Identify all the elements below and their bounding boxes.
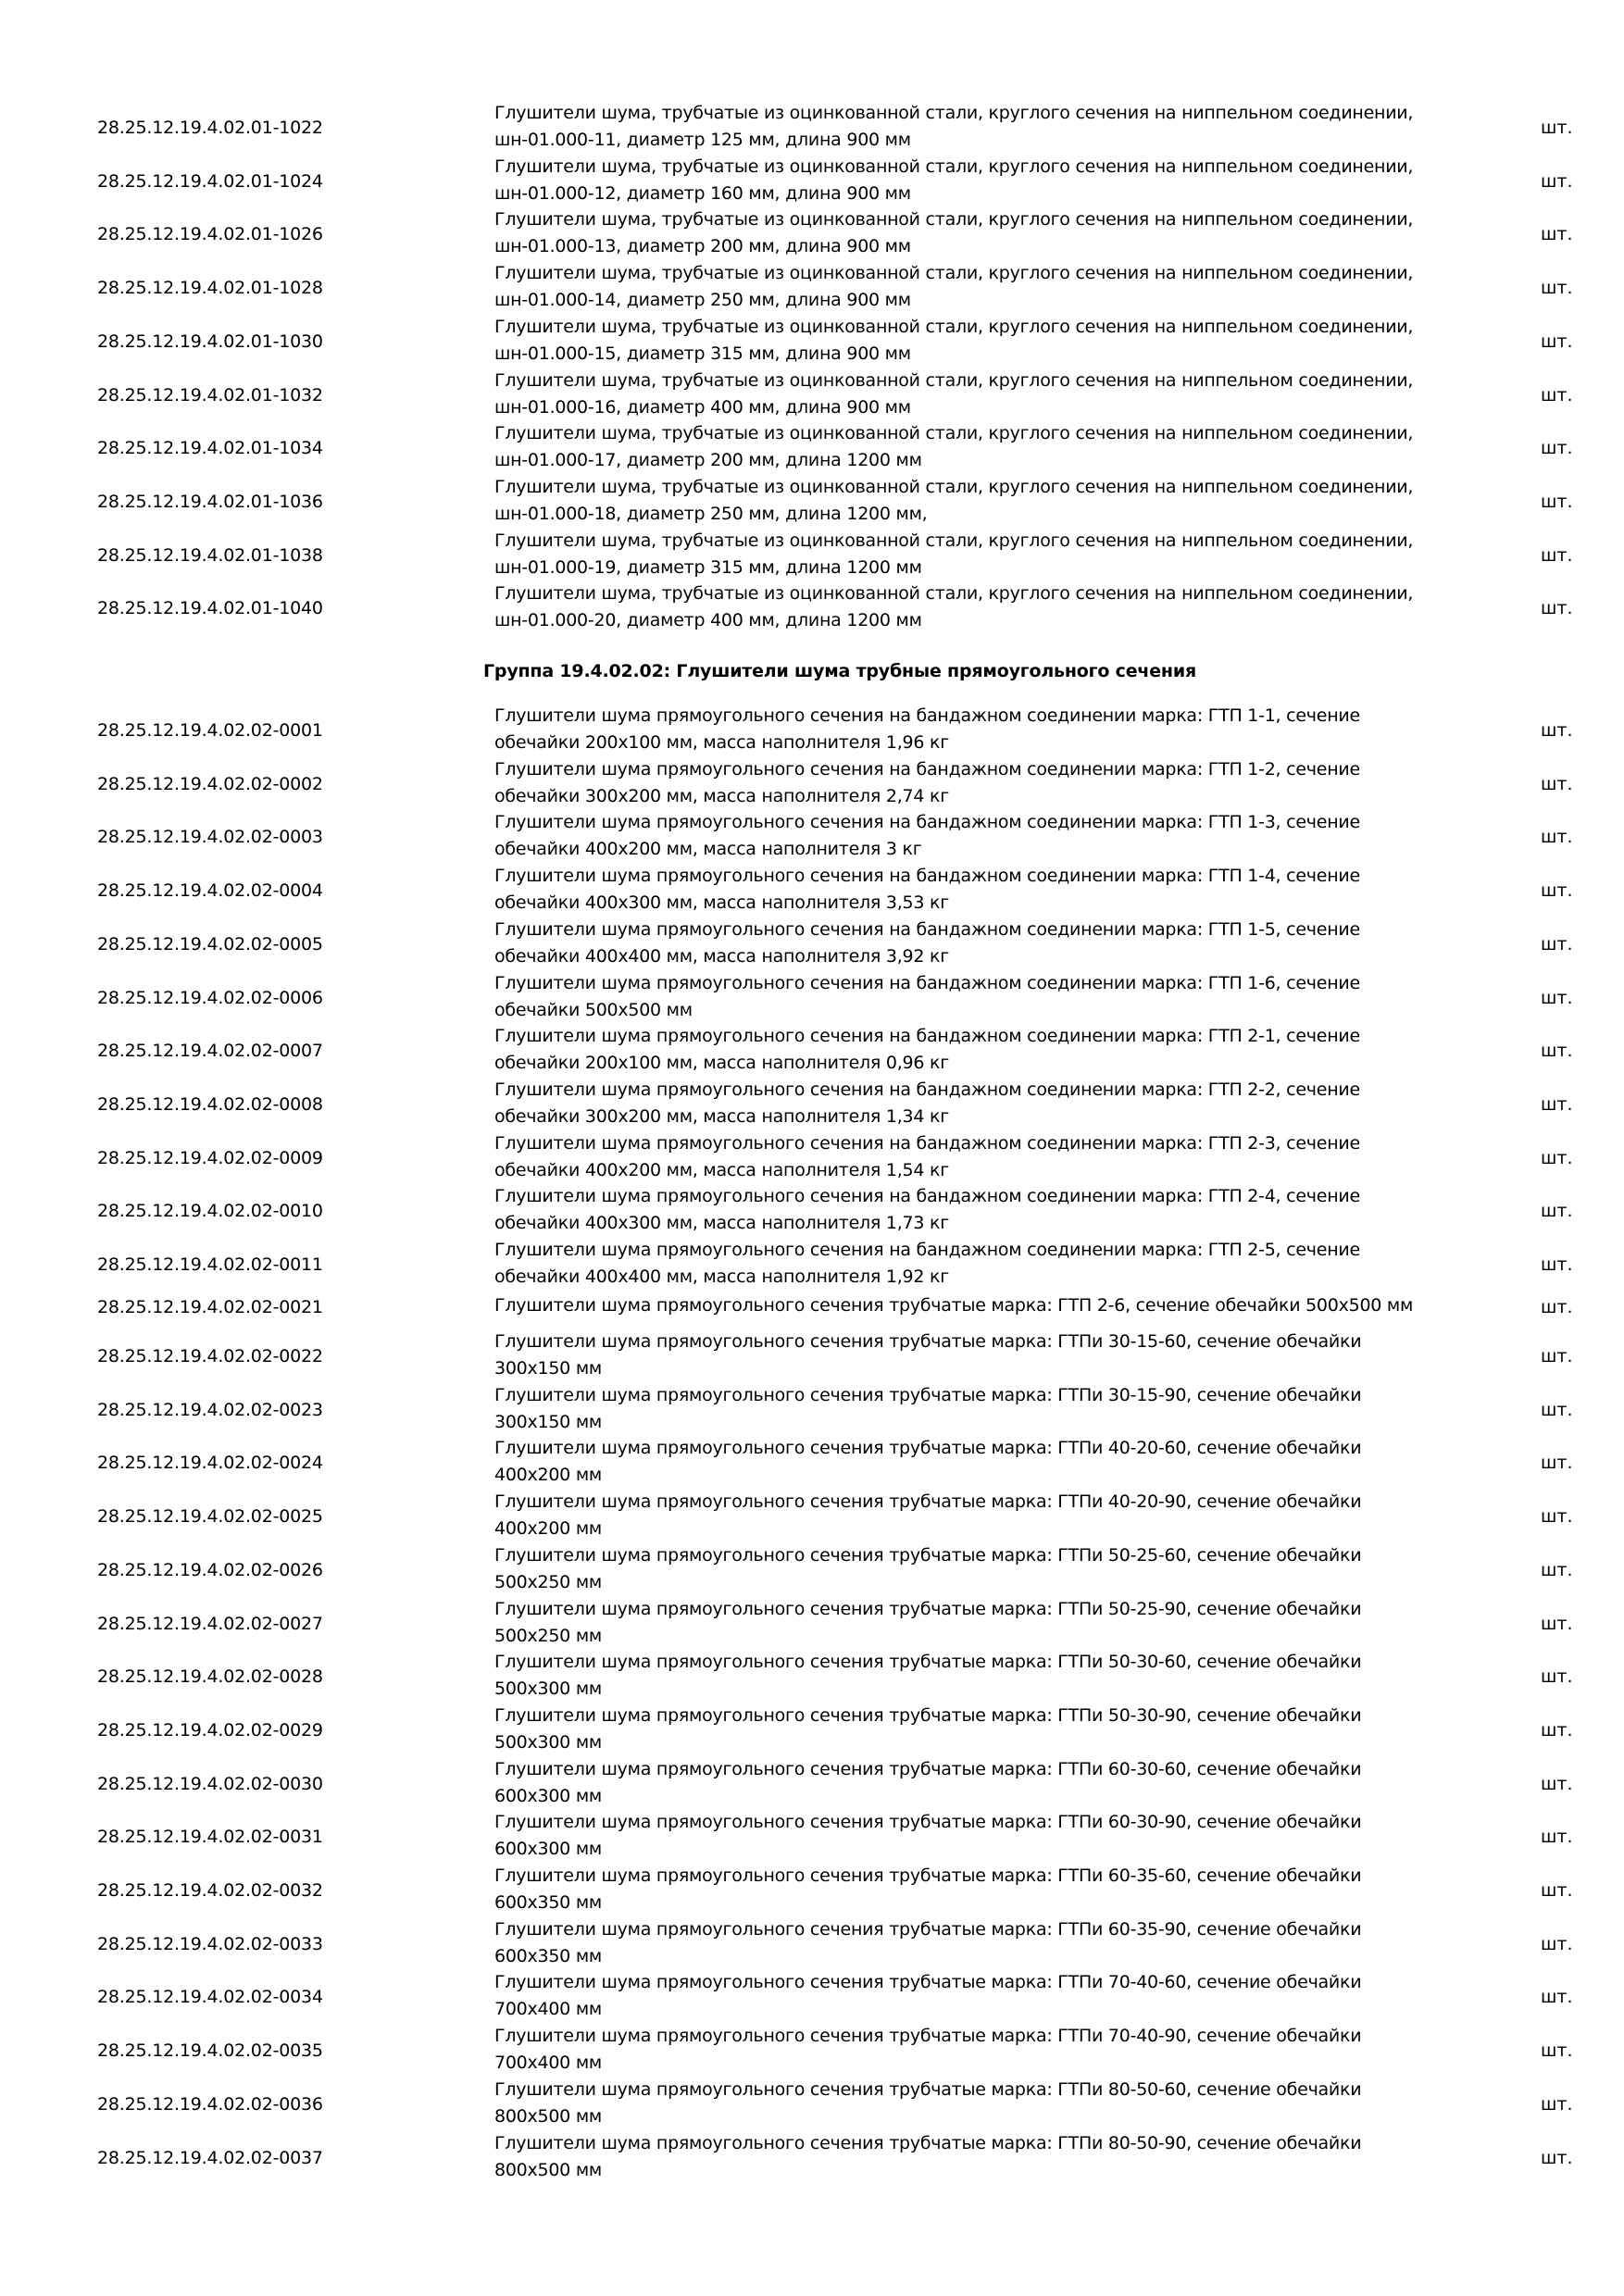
description-line-1: Глушители шума прямоугольного сечения трубчатые марка: ГТПи 30-15-90, сечение обечайки <box>494 1385 1362 1405</box>
item-unit: шт. <box>1541 1506 1573 1527</box>
item-code: 28.25.12.19.4.02.02-0011 <box>97 1254 323 1275</box>
item-unit: шт. <box>1541 1346 1573 1366</box>
description-line-1: Глушители шума прямоугольного сечения трубчатые марка: ГТПи 80-50-90, сечение обечайки <box>494 2133 1362 2153</box>
item-code: 28.25.12.19.4.02.02-0004 <box>97 880 323 901</box>
item-code: 28.25.12.19.4.02.01-1038 <box>97 545 323 566</box>
item-description <box>494 1329 1448 1382</box>
item-description <box>494 1863 1448 1916</box>
item-code: 28.25.12.19.4.02.02-0006 <box>97 988 323 1008</box>
item-unit: шт. <box>1541 278 1573 298</box>
description-line-2: 400x200 мм <box>494 1518 602 1539</box>
description-line-2: шн-01.000-20, диаметр 400 мм, длина 1200 мм <box>494 610 922 630</box>
description-line-2: обечайки 300x200 мм, масса наполнителя 1,34 кг <box>494 1106 949 1127</box>
item-unit: шт. <box>1541 1614 1573 1634</box>
description-line-2: шн-01.000-16, диаметр 400 мм, длина 900 мм <box>494 397 911 418</box>
description-line-1: Глушители шума, трубчатые из оцинкованной стали, круглого сечения на ниппельном соединении, <box>494 209 1414 230</box>
item-code: 28.25.12.19.4.02.02-0036 <box>97 2094 323 2115</box>
description-line-2: шн-01.000-18, диаметр 250 мм, длина 1200 мм, <box>494 504 928 524</box>
item-description <box>494 1756 1448 1810</box>
item-description <box>494 474 1448 528</box>
item-code: 28.25.12.19.4.02.02-0034 <box>97 1987 323 2007</box>
item-code: 28.25.12.19.4.02.02-0031 <box>97 1827 323 1847</box>
description-line-2: шн-01.000-15, диаметр 315 мм, длина 900 мм <box>494 343 911 364</box>
description-line-2: 300x150 мм <box>494 1412 602 1432</box>
item-unit: шт. <box>1541 1297 1573 1317</box>
item-code: 28.25.12.19.4.02.02-0009 <box>97 1148 323 1168</box>
item-description <box>494 100 1448 154</box>
description-line-1: Глушители шума, трубчатые из оцинкованной стали, круглого сечения на ниппельном соединении, <box>494 477 1414 497</box>
description-line-2: 600x350 мм <box>494 1946 602 1966</box>
description-line-2: обечайки 400x300 мм, масса наполнителя 1,73 кг <box>494 1213 949 1233</box>
item-unit: шт. <box>1541 1987 1573 2007</box>
item-code: 28.25.12.19.4.02.02-0024 <box>97 1453 323 1473</box>
description-line-1: Глушители шума прямоугольного сечения трубчатые марка: ГТПи 60-30-60, сечение обечайки <box>494 1759 1362 1779</box>
item-code: 28.25.12.19.4.02.02-0033 <box>97 1934 323 1954</box>
item-description <box>494 1596 1448 1650</box>
item-code: 28.25.12.19.4.02.02-0028 <box>97 1666 323 1687</box>
item-unit: шт. <box>1541 1094 1573 1115</box>
item-unit: шт. <box>1541 1774 1573 1794</box>
description-line-1: Глушители шума прямоугольного сечения на бандажном соединении марка: ГТП 2-2, сечение <box>494 1079 1360 1100</box>
item-code: 28.25.12.19.4.02.02-0001 <box>97 720 323 741</box>
description-line-1: Глушители шума прямоугольного сечения на бандажном соединении марка: ГТП 1-3, сечение <box>494 812 1360 832</box>
item-unit: шт. <box>1541 934 1573 955</box>
item-description <box>494 1703 1448 1756</box>
item-description <box>494 1809 1448 1863</box>
item-unit: шт. <box>1541 1666 1573 1687</box>
item-unit: шт. <box>1541 438 1573 458</box>
description-line-1: Глушители шума, трубчатые из оцинкованной стали, круглого сечения на ниппельном соединении, <box>494 530 1414 551</box>
description-line-1: Глушители шума, трубчатые из оцинкованной стали, круглого сечения на ниппельном соединении, <box>494 583 1414 604</box>
description-line-1: Глушители шума прямоугольного сечения на бандажном соединении марка: ГТП 1-5, сечение <box>494 919 1360 940</box>
item-unit: шт. <box>1541 2148 1573 2168</box>
item-description <box>494 1130 1448 1184</box>
description-line-2: обечайки 500x500 мм <box>494 1000 693 1020</box>
description-line-2: 500x250 мм <box>494 1626 602 1646</box>
description-line-1: Глушители шума прямоугольного сечения трубчатые марка: ГТПи 50-25-60, сечение обечайки <box>494 1545 1362 1566</box>
description-line-1: Глушители шума прямоугольного сечения трубчатые марка: ГТПи 80-50-60, сечение обечайки <box>494 2079 1362 2100</box>
item-code: 28.25.12.19.4.02.02-0037 <box>97 2148 323 2168</box>
item-code: 28.25.12.19.4.02.01-1028 <box>97 278 323 298</box>
description-line-2: шн-01.000-14, диаметр 250 мм, длина 900 мм <box>494 290 911 310</box>
item-description <box>494 580 1448 634</box>
description-line-2: шн-01.000-17, диаметр 200 мм, длина 1200 мм <box>494 450 922 470</box>
description-line-1: Глушители шума, трубчатые из оцинкованной стали, круглого сечения на ниппельном соединении, <box>494 156 1414 177</box>
item-description <box>494 1649 1448 1703</box>
item-description <box>494 1292 1448 1319</box>
item-unit: шт. <box>1541 1201 1573 1221</box>
item-description <box>494 1969 1448 2023</box>
item-unit: шт. <box>1541 827 1573 847</box>
item-description <box>494 970 1448 1024</box>
item-unit: шт. <box>1541 1041 1573 1061</box>
item-code: 28.25.12.19.4.02.02-0003 <box>97 827 323 847</box>
description-line-2: 600x350 мм <box>494 1892 602 1913</box>
item-code: 28.25.12.19.4.02.01-1032 <box>97 385 323 406</box>
description-line-1: Глушители шума прямоугольного сечения трубчатые марка: ГТПи 30-15-60, сечение обечайки <box>494 1331 1362 1352</box>
description-line-1: Глушители шума прямоугольного сечения на бандажном соединении марка: ГТП 2-5, сечение <box>494 1240 1360 1260</box>
description-line-1: Глушители шума прямоугольного сечения трубчатые марка: ГТПи 40-20-60, сечение обечайки <box>494 1438 1362 1458</box>
item-unit: шт. <box>1541 1827 1573 1847</box>
item-description <box>494 703 1448 756</box>
item-description <box>494 809 1448 863</box>
item-code: 28.25.12.19.4.02.01-1040 <box>97 598 323 618</box>
item-unit: шт. <box>1541 598 1573 618</box>
description-line-1: Глушители шума, трубчатые из оцинкованной стали, круглого сечения на ниппельном соединении, <box>494 370 1414 391</box>
item-unit: шт. <box>1541 1400 1573 1420</box>
description-line-2: шн-01.000-19, диаметр 315 мм, длина 1200 мм <box>494 557 922 578</box>
description-line-2: 800x500 мм <box>494 2106 602 2127</box>
description-line-1: Глушители шума прямоугольного сечения на бандажном соединении марка: ГТП 2-4, сечение <box>494 1186 1360 1206</box>
description-line-2: обечайки 400x200 мм, масса наполнителя 3 кг <box>494 839 922 859</box>
description-line-1: Глушители шума прямоугольного сечения на бандажном соединении марка: ГТП 1-2, сечение <box>494 759 1360 780</box>
description-line-1: Глушители шума, трубчатые из оцинкованной стали, круглого сечения на ниппельном соединении, <box>494 317 1414 337</box>
description-line-1: Глушители шума прямоугольного сечения на бандажном соединении марка: ГТП 1-4, сечение <box>494 866 1360 886</box>
description-line-1: Глушители шума прямоугольного сечения трубчатые марка: ГТПи 50-25-90, сечение обечайки <box>494 1599 1362 1619</box>
item-unit: шт. <box>1541 171 1573 192</box>
description-line-1: Глушители шума прямоугольного сечения на бандажном соединении марка: ГТП 2-1, сечение <box>494 1026 1360 1046</box>
item-code: 28.25.12.19.4.02.02-0026 <box>97 1560 323 1580</box>
item-description <box>494 756 1448 810</box>
item-code: 28.25.12.19.4.02.02-0035 <box>97 2040 323 2061</box>
item-code: 28.25.12.19.4.02.02-0029 <box>97 1720 323 1741</box>
description-line-2: обечайки 400x400 мм, масса наполнителя 3,92 кг <box>494 946 949 967</box>
item-description <box>494 1382 1448 1436</box>
item-code: 28.25.12.19.4.02.01-1024 <box>97 171 323 192</box>
item-unit: шт. <box>1541 1720 1573 1741</box>
item-unit: шт. <box>1541 2040 1573 2061</box>
description-line-2: 700x400 мм <box>494 1999 602 2019</box>
item-unit: шт. <box>1541 774 1573 794</box>
item-description <box>494 2023 1448 2077</box>
item-description <box>494 1916 1448 1970</box>
item-code: 28.25.12.19.4.02.02-0021 <box>97 1297 323 1317</box>
description-line-1: Глушители шума прямоугольного сечения трубчатые марка: ГТПи 50-30-60, сечение обечайки <box>494 1652 1362 1672</box>
description-line-1: Глушители шума прямоугольного сечения трубчатые марка: ГТПи 60-30-90, сечение обечайки <box>494 1812 1362 1832</box>
item-description <box>494 1435 1448 1489</box>
item-description <box>494 1023 1448 1077</box>
item-unit: шт. <box>1541 988 1573 1008</box>
item-unit: шт. <box>1541 224 1573 244</box>
description-line-2: шн-01.000-13, диаметр 200 мм, длина 900 мм <box>494 236 911 256</box>
description-line-1: Глушители шума прямоугольного сечения на бандажном соединении марка: ГТП 1-1, сечение <box>494 705 1360 726</box>
description-line-2: 500x250 мм <box>494 1572 602 1592</box>
item-unit: шт. <box>1541 2094 1573 2115</box>
description-line-1: Глушители шума прямоугольного сечения трубчатые марка: ГТПи 70-40-90, сечение обечайки <box>494 2026 1362 2046</box>
description-line-2: 600x300 мм <box>494 1786 602 1806</box>
item-unit: шт. <box>1541 1254 1573 1275</box>
item-description <box>494 206 1448 260</box>
item-code: 28.25.12.19.4.02.02-0022 <box>97 1346 323 1366</box>
item-unit: шт. <box>1541 1880 1573 1901</box>
description-line-2: шн-01.000-12, диаметр 160 мм, длина 900 мм <box>494 183 911 204</box>
description-line-1: Глушители шума прямоугольного сечения трубчатые марка: ГТПи 60-35-90, сечение обечайки <box>494 1919 1362 1940</box>
item-description <box>494 420 1448 474</box>
description-line-1: Глушители шума прямоугольного сечения трубчатые марка: ГТПи 70-40-60, сечение обечайки <box>494 1972 1362 1992</box>
description-line-1: Глушители шума прямоугольного сечения трубчатые марка: ГТПи 60-35-60, сечение обечайки <box>494 1866 1362 1886</box>
item-description <box>494 2130 1448 2184</box>
item-description <box>494 154 1448 207</box>
description-line-2: обечайки 400x300 мм, масса наполнителя 3,53 кг <box>494 892 949 913</box>
description-line-1: Глушители шума, трубчатые из оцинкованной стали, круглого сечения на ниппельном соединении, <box>494 423 1414 443</box>
item-code: 28.25.12.19.4.02.02-0027 <box>97 1614 323 1634</box>
item-unit: шт. <box>1541 545 1573 566</box>
item-description <box>494 1542 1448 1596</box>
item-unit: шт. <box>1541 720 1573 741</box>
item-description <box>494 1237 1448 1291</box>
item-code: 28.25.12.19.4.02.02-0002 <box>97 774 323 794</box>
description-line-1: Глушители шума, трубчатые из оцинкованной стали, круглого сечения на ниппельном соединении, <box>494 263 1414 283</box>
description-line-1: Глушители шума прямоугольного сечения на бандажном соединении марка: ГТП 1-6, сечение <box>494 973 1360 993</box>
item-description <box>494 368 1448 421</box>
item-description <box>494 1183 1448 1237</box>
item-code: 28.25.12.19.4.02.02-0032 <box>97 1880 323 1901</box>
description-line-1: Глушители шума, трубчатые из оцинкованной стали, круглого сечения на ниппельном соединении, <box>494 103 1414 123</box>
item-unit: шт. <box>1541 331 1573 352</box>
description-line-2: шн-01.000-11, диаметр 125 мм, длина 900 мм <box>494 130 911 150</box>
item-description <box>494 1489 1448 1542</box>
description-line-2: обечайки 400x400 мм, масса наполнителя 1,92 кг <box>494 1267 949 1287</box>
item-unit: шт. <box>1541 1560 1573 1580</box>
item-description <box>494 917 1448 970</box>
description-line-2: 800x500 мм <box>494 2160 602 2180</box>
description-line-2: 500x300 мм <box>494 1732 602 1753</box>
group-heading: Группа 19.4.02.02: Глушители шума трубные прямоугольного сечения <box>483 661 1196 681</box>
description-line-2: 500x300 мм <box>494 1678 602 1699</box>
item-code: 28.25.12.19.4.02.02-0023 <box>97 1400 323 1420</box>
description-line-1: Глушители шума прямоугольного сечения на бандажном соединении марка: ГТП 2-3, сечение <box>494 1133 1360 1154</box>
item-description <box>494 1077 1448 1130</box>
description-line-2: 400x200 мм <box>494 1465 602 1485</box>
description-line-2: обечайки 300x200 мм, масса наполнителя 2,74 кг <box>494 786 949 806</box>
description-line-2: 600x300 мм <box>494 1839 602 1859</box>
item-description <box>494 863 1448 917</box>
item-code: 28.25.12.19.4.02.02-0008 <box>97 1094 323 1115</box>
item-unit: шт. <box>1541 1453 1573 1473</box>
description-line-2: обечайки 200x100 мм, масса наполнителя 0,96 кг <box>494 1053 949 1073</box>
description-line-2: 700x400 мм <box>494 2053 602 2073</box>
item-code: 28.25.12.19.4.02.02-0025 <box>97 1506 323 1527</box>
item-code: 28.25.12.19.4.02.01-1034 <box>97 438 323 458</box>
description-line-1: Глушители шума прямоугольного сечения трубчатые марка: ГТП 2-6, сечение обечайки 500x500 мм <box>494 1295 1414 1316</box>
item-code: 28.25.12.19.4.02.02-0010 <box>97 1201 323 1221</box>
item-description <box>494 314 1448 368</box>
item-unit: шт. <box>1541 492 1573 512</box>
item-code: 28.25.12.19.4.02.01-1030 <box>97 331 323 352</box>
item-description <box>494 2077 1448 2130</box>
item-unit: шт. <box>1541 1934 1573 1954</box>
description-line-2: обечайки 200x100 мм, масса наполнителя 1,96 кг <box>494 732 949 753</box>
description-line-1: Глушители шума прямоугольного сечения трубчатые марка: ГТПи 40-20-90, сечение обечайки <box>494 1491 1362 1512</box>
description-line-2: 300x150 мм <box>494 1358 602 1379</box>
item-unit: шт. <box>1541 1148 1573 1168</box>
item-description <box>494 260 1448 314</box>
description-line-2: обечайки 400x200 мм, масса наполнителя 1,54 кг <box>494 1160 949 1180</box>
item-code: 28.25.12.19.4.02.02-0007 <box>97 1041 323 1061</box>
item-unit: шт. <box>1541 118 1573 138</box>
description-line-1: Глушители шума прямоугольного сечения трубчатые марка: ГТПи 50-30-90, сечение обечайки <box>494 1705 1362 1726</box>
item-unit: шт. <box>1541 385 1573 406</box>
item-code: 28.25.12.19.4.02.02-0030 <box>97 1774 323 1794</box>
item-code: 28.25.12.19.4.02.01-1036 <box>97 492 323 512</box>
item-code: 28.25.12.19.4.02.01-1022 <box>97 118 323 138</box>
item-code: 28.25.12.19.4.02.02-0005 <box>97 934 323 955</box>
item-description <box>494 528 1448 581</box>
item-code: 28.25.12.19.4.02.01-1026 <box>97 224 323 244</box>
item-unit: шт. <box>1541 880 1573 901</box>
